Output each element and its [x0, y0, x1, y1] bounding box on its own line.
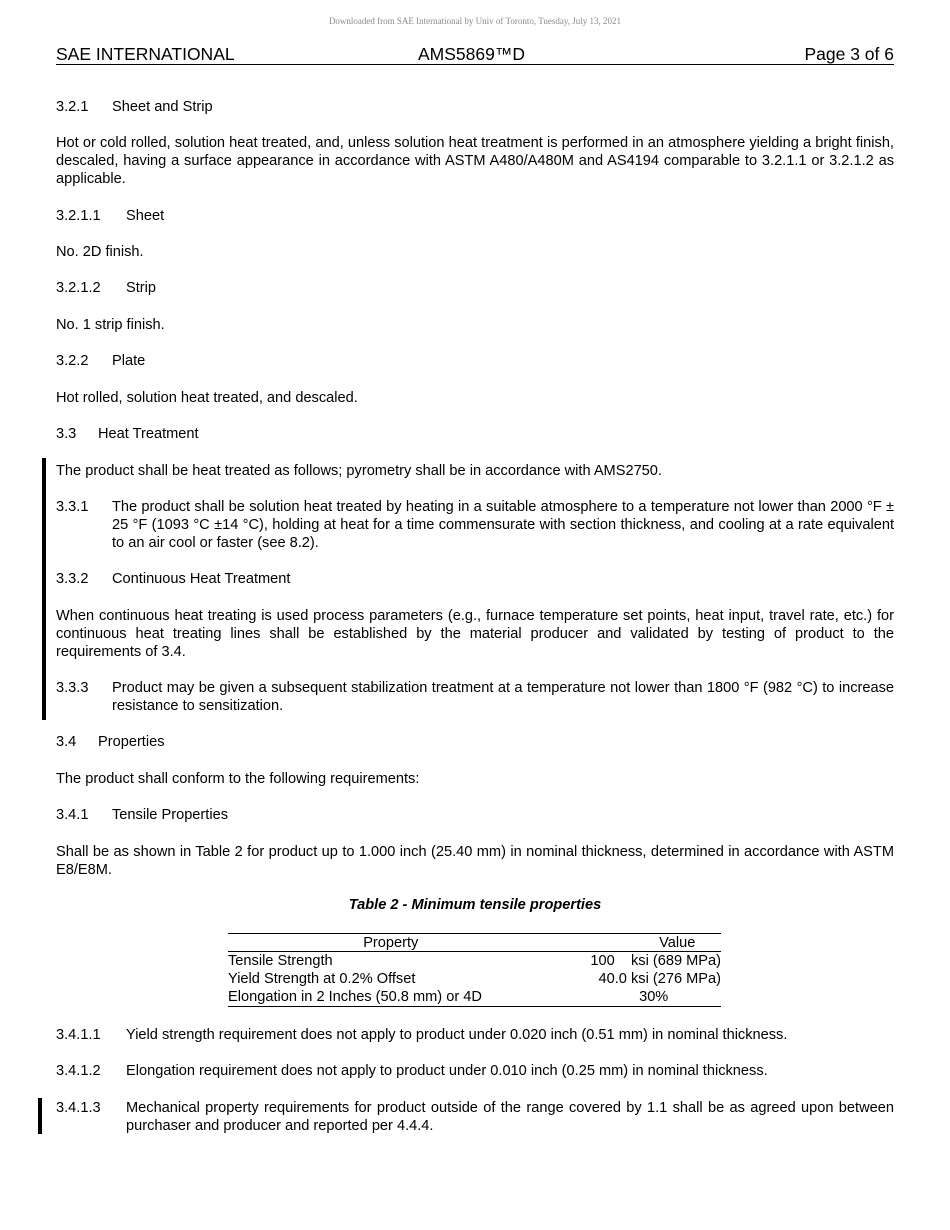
section-number: 3.2.2	[56, 353, 89, 369]
section-title: Strip	[126, 280, 157, 296]
section-heading-3-4	[56, 733, 894, 751]
item-number: 3.3.3	[56, 680, 89, 696]
section-heading-3-4-1	[56, 806, 894, 824]
item-text: Yield strength requirement does not apply to product under 0.020 inch (0.51 mm) in nominal thickness.	[126, 1027, 788, 1043]
numbered-item-3-4-1-1	[56, 1026, 894, 1044]
item-text: Elongation requirement does not apply to product under 0.010 inch (0.25 mm) in nominal thickness.	[126, 1063, 768, 1079]
header-page-number: Page 3 of 6	[804, 44, 894, 64]
change-bar	[42, 458, 46, 720]
section-number: 3.3	[56, 426, 77, 442]
section-number: 3.2.1.2	[56, 280, 101, 296]
item-number: 3.4.1.2	[56, 1063, 101, 1079]
section-heading-3-2-1-1	[56, 207, 894, 225]
numbered-item-3-4-1-2	[56, 1062, 894, 1080]
cell-property: Yield Strength at 0.2% Offset	[228, 971, 416, 987]
tensile-properties-table	[228, 933, 721, 1007]
section-heading-3-2-1	[56, 98, 894, 116]
item-number: 3.4.1.3	[56, 1100, 101, 1116]
table-header-row	[228, 934, 721, 952]
paragraph-3-3-2: When continuous heat treating is used process parameters (e.g., furnace temperature set points, heat input, travel rate, etc.) for continuous heat treating lines shall be established by the material producer and validated by testing of product to the requirements of 3.4.	[56, 608, 894, 660]
paragraph-3-2-2: Hot rolled, solution heat treated, and descaled.	[56, 390, 358, 406]
column-header-value: Value	[554, 934, 721, 952]
section-heading-3-3-2	[56, 570, 894, 588]
download-notice: Downloaded from SAE International by Univ of Toronto, Tuesday, July 13, 2021	[328, 16, 622, 26]
section-title: Sheet	[126, 208, 165, 224]
paragraph-3-2-1: Hot or cold rolled, solution heat treated, and, unless solution heat treatment is performed in an atmosphere yielding a bright finish, descaled, having a surface appearance in accordance with ASTM A480/A480M and AS4194 comparable to 3.2.1.1 or 3.2.1.2 as applicable.	[56, 135, 894, 187]
header-organization: SAE INTERNATIONAL	[56, 44, 235, 64]
section-title: Properties	[98, 734, 165, 750]
section-title: Plate	[112, 353, 146, 369]
section-number: 3.4	[56, 734, 77, 750]
header-document-id: AMS5869™D	[418, 44, 525, 64]
numbered-item-3-3-3	[56, 679, 894, 715]
section-heading-3-2-2	[56, 352, 894, 370]
paragraph-3-4: The product shall conform to the following requirements:	[56, 771, 420, 787]
table-caption: Table 2 - Minimum tensile properties	[348, 897, 602, 913]
cell-property: Elongation in 2 Inches (50.8 mm) or 4D	[228, 988, 554, 1007]
paragraph-3-2-1-1: No. 2D finish.	[56, 244, 144, 260]
section-number: 3.3.2	[56, 571, 89, 587]
numbered-item-3-4-1-3	[56, 1099, 894, 1135]
item-number: 3.3.1	[56, 499, 89, 515]
item-number: 3.4.1.1	[56, 1027, 101, 1043]
numbered-item-3-3-1	[56, 498, 894, 552]
section-title: Sheet and Strip	[112, 99, 213, 115]
paragraph-3-2-1-2: No. 1 strip finish.	[56, 317, 165, 333]
paragraph-3-3: The product shall be heat treated as follows; pyrometry shall be in accordance with AMS2750.	[56, 463, 662, 479]
page-header	[56, 44, 894, 65]
change-bar	[38, 1098, 42, 1134]
section-number: 3.2.1	[56, 99, 89, 115]
cell-value: 30%	[554, 988, 721, 1007]
section-heading-3-3	[56, 425, 894, 443]
item-text: Mechanical property requirements for product outside of the range covered by 1.1 shall be as agreed upon between purchaser and producer and reported per 4.4.4.	[126, 1100, 894, 1134]
table-row	[228, 952, 721, 971]
section-title: Heat Treatment	[98, 426, 199, 442]
item-text: Product may be given a subsequent stabilization treatment at a temperature not lower than 1800 °F (982 °C) to increase resistance to sensitization.	[112, 680, 894, 714]
cell-value: 100 ksi (689 MPa)	[590, 953, 721, 969]
section-title: Continuous Heat Treatment	[112, 571, 291, 587]
table-row	[228, 970, 721, 988]
section-heading-3-2-1-2	[56, 279, 894, 297]
table-row	[228, 988, 721, 1007]
cell-property: Tensile Strength	[228, 953, 333, 969]
item-text: The product shall be solution heat treated by heating in a suitable atmosphere to a temperature not lower than 2000 °F ± 25 °F (1093 °C ±14 °C), holding at heat for a time commensurate with section thickness, and cooling at a rate equivalent to an air cool or faster (see 8.2).	[112, 499, 894, 551]
section-number: 3.2.1.1	[56, 208, 101, 224]
section-number: 3.4.1	[56, 807, 89, 823]
paragraph-3-4-1: Shall be as shown in Table 2 for product up to 1.000 inch (25.40 mm) in nominal thickness, determined in accordance with ASTM E8/E8M.	[56, 844, 894, 878]
cell-value: 40.0 ksi (276 MPa)	[598, 971, 721, 987]
section-title: Tensile Properties	[112, 807, 228, 823]
column-header-property: Property	[228, 934, 554, 952]
